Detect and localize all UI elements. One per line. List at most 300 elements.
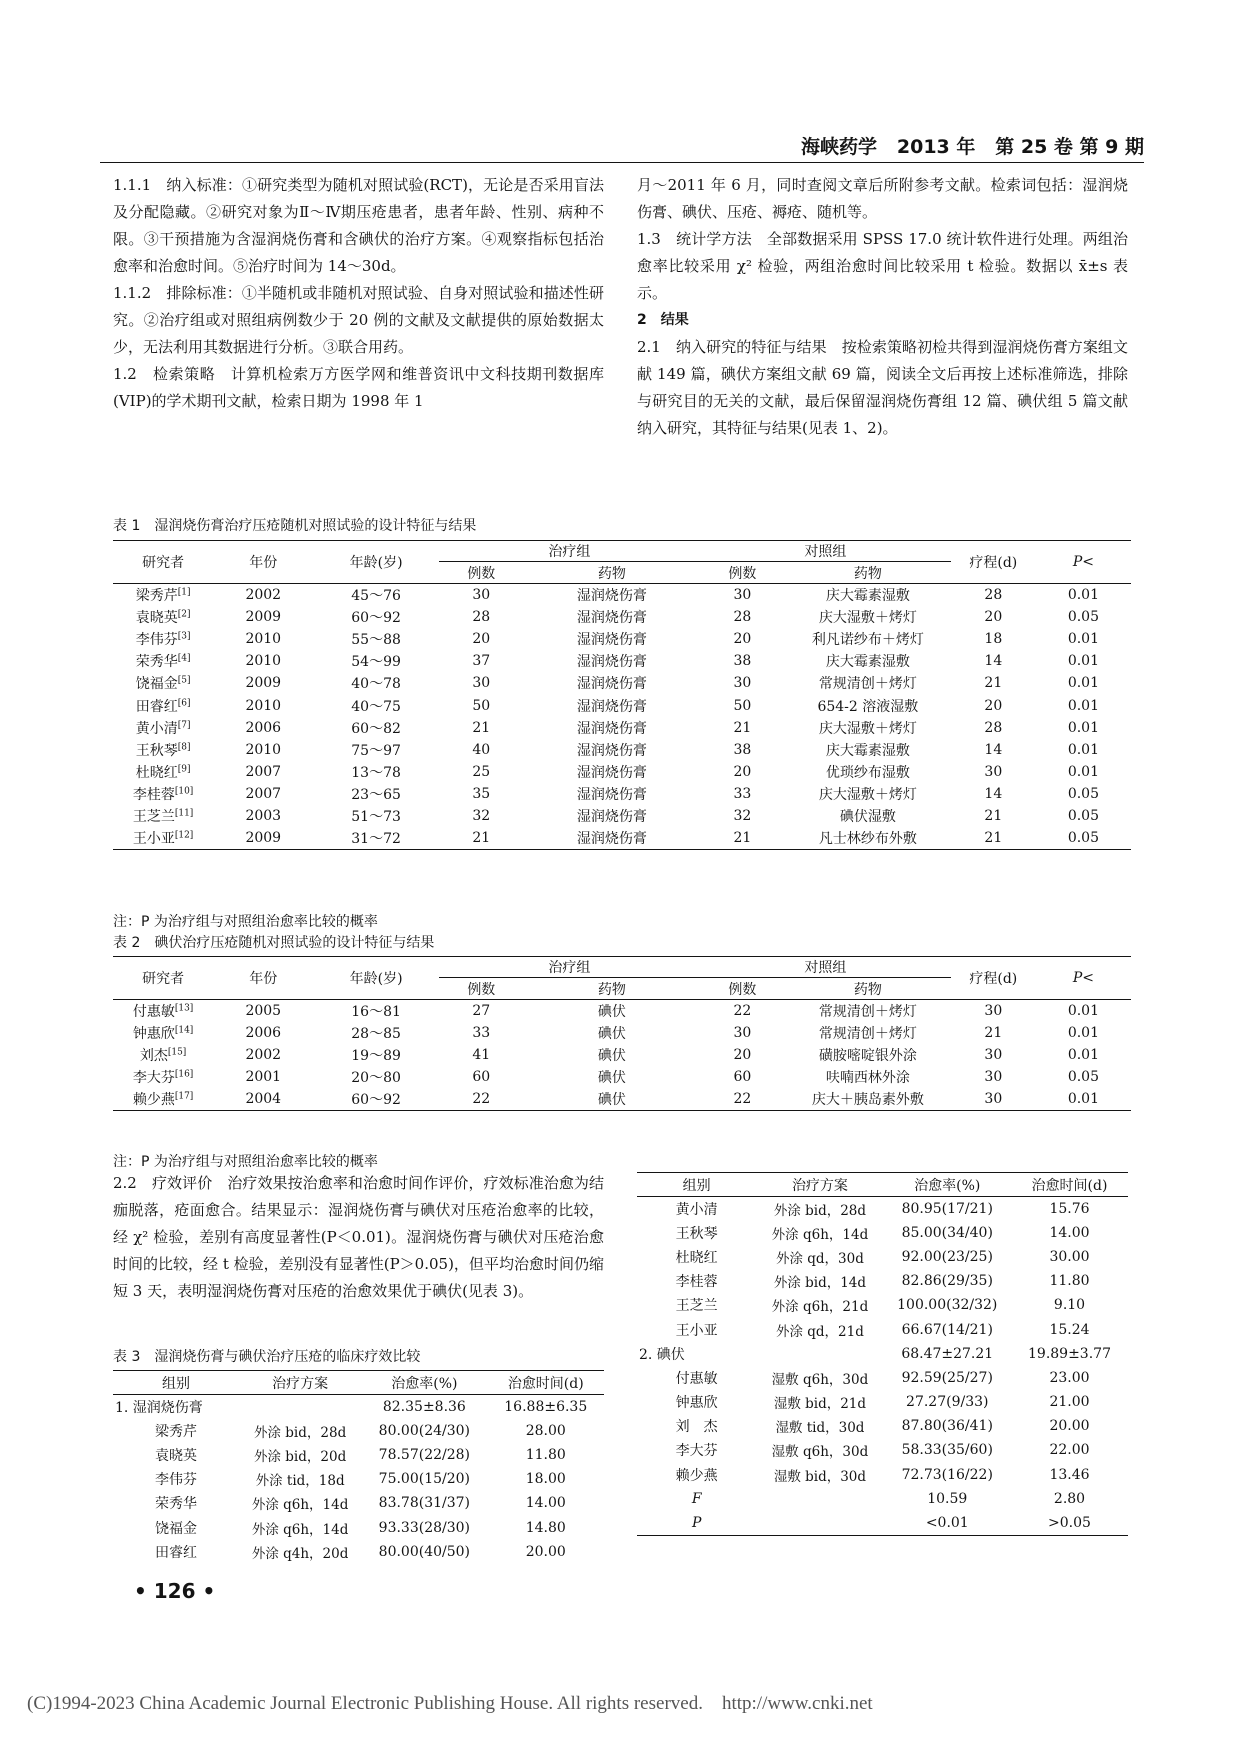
ctrl-cases-cell: 30 — [733, 675, 752, 692]
time-cell: 16.88±6.35 — [504, 1398, 588, 1415]
table-row — [637, 1221, 1128, 1245]
reference-marker: [2] — [177, 609, 191, 620]
plan-cell: 外涂 q6h，14d — [251, 1497, 349, 1514]
course-cell: 21 — [984, 808, 1003, 825]
plan-cell: 外涂 bid，14d — [773, 1275, 867, 1292]
t3l-h-group: 组别 — [162, 1375, 191, 1392]
rate-cell: 58.33(35/60) — [901, 1442, 993, 1459]
para-1-2-cont: 月～2011 年 6 月，同时查阅文章后所附参考文献。检索词包括：湿润烧伤膏、碘伏、压疮、褥疮、随机等。 — [637, 176, 1128, 221]
course-cell: 20 — [984, 608, 1003, 625]
treat-cases-cell: 21 — [472, 719, 491, 736]
ctrl-drug-cell: 庆大湿敷＋烤灯 — [818, 609, 917, 626]
plan-cell: 湿敷 q6h，30d — [771, 1444, 869, 1461]
researcher-cell — [113, 1000, 213, 1022]
researcher-cell — [113, 584, 213, 606]
t2-h-drug2: 药物 — [853, 981, 882, 998]
researcher-cell — [113, 1088, 213, 1110]
t1-h-researcher: 研究者 — [113, 541, 213, 584]
rate-cell: 80.00(40/50) — [378, 1543, 471, 1560]
age-cell: 13～78 — [351, 765, 401, 782]
researcher-name: 田睿红 — [135, 698, 178, 715]
age-cell: 28～85 — [351, 1025, 401, 1042]
rate-cell: 92.59(25/27) — [901, 1369, 993, 1386]
table-row — [637, 1342, 1128, 1366]
rate-cell: 78.57(22/28) — [378, 1446, 471, 1463]
ctrl-drug-cell: 654-2 溶液湿敷 — [817, 698, 919, 715]
plan-cell — [756, 1342, 883, 1366]
plan-cell: 外涂 q6h，14d — [251, 1521, 349, 1538]
group-cell: 赖少燕 — [675, 1467, 718, 1484]
reference-marker: [12] — [174, 830, 194, 841]
researcher-cell — [113, 783, 213, 805]
treat-drug-cell: 湿润烧伤膏 — [576, 720, 647, 737]
t3r-h-group: 组别 — [682, 1177, 711, 1194]
table-row — [113, 1022, 1131, 1044]
year-cell: 2007 — [245, 764, 282, 781]
para-2-2: 2.2 疗效评价 治疗效果按治愈率和治愈时间作评价，疗效标准治愈为结痂脱落，疮面愈合。结果显示：湿润烧伤膏与碘伏对压疮治愈率的比较，经 χ² 检验，差别有高度显著性(P＜0.01)。湿润烧伤膏与碘伏对压疮治愈时间的比较，经 t 检验，差别没有显著性(P＞0.05)，但平均治愈时间仍缩短 3 天，表明湿润烧伤膏对压疮的治愈效果优于碘伏(见表 3)。 — [113, 1174, 604, 1300]
t3l-h-plan: 治疗方案 — [272, 1375, 329, 1392]
table-row — [637, 1317, 1128, 1341]
t1-h-drug2: 药物 — [853, 565, 882, 582]
t2-h-cases1: 例数 — [467, 981, 496, 998]
table-row — [113, 1395, 604, 1419]
time-cell: 13.46 — [1049, 1466, 1090, 1483]
group-cell: 2. 碘伏 — [639, 1346, 685, 1363]
time-cell: 22.00 — [1049, 1442, 1090, 1459]
researcher-cell — [113, 1022, 213, 1044]
group-cell: 李大芬 — [675, 1443, 718, 1460]
researcher-name: 黄小清 — [135, 720, 178, 737]
age-cell: 45～76 — [351, 587, 401, 604]
page-number: • 126 • — [134, 1579, 216, 1603]
age-cell: 40～78 — [351, 676, 401, 693]
time-cell: 14.00 — [525, 1495, 566, 1512]
p-cell: 0.05 — [1067, 608, 1099, 625]
plan-cell — [756, 1487, 883, 1511]
reference-marker: [9] — [177, 764, 191, 775]
researcher-name: 王芝兰 — [132, 809, 175, 826]
course-cell: 21 — [984, 830, 1003, 847]
year-cell: 2004 — [245, 1091, 282, 1108]
treat-drug-cell: 湿润烧伤膏 — [576, 631, 647, 648]
reference-marker: [8] — [177, 742, 191, 753]
rate-cell: 82.35±8.36 — [382, 1398, 466, 1415]
table-row — [113, 1044, 1131, 1066]
researcher-name: 李伟芬 — [135, 631, 178, 648]
age-cell: 20～80 — [351, 1070, 401, 1087]
time-cell: 9.10 — [1053, 1297, 1086, 1314]
group-cell: 1. 湿润烧伤膏 — [115, 1399, 203, 1416]
para-1-3: 1.3 统计学方法 全部数据采用 SPSS 17.0 统计软件进行处理。两组治愈率比较采用 χ² 检验，两组治愈时间比较采用 t 检验。数据以 x̄±s 表示。 — [637, 230, 1128, 302]
time-cell: >0.05 — [1048, 1514, 1091, 1531]
treat-drug-cell: 湿润烧伤膏 — [576, 787, 647, 804]
time-cell: 18.00 — [525, 1471, 566, 1488]
header-rule — [100, 162, 1144, 163]
time-cell: 15.24 — [1049, 1321, 1090, 1338]
table-row — [113, 739, 1131, 761]
researcher-cell — [113, 805, 213, 827]
group-cell: 田睿红 — [155, 1544, 198, 1561]
course-cell: 21 — [984, 675, 1003, 692]
table-row — [113, 1515, 604, 1539]
treat-cases-cell: 22 — [472, 1091, 491, 1108]
t1-h-p: P< — [1036, 541, 1131, 584]
researcher-cell — [113, 672, 213, 694]
reference-marker: [6] — [177, 697, 191, 708]
year-cell: 2009 — [245, 608, 282, 625]
ctrl-cases-cell: 38 — [733, 653, 752, 670]
rate-cell: 80.00(24/30) — [378, 1422, 471, 1439]
researcher-cell — [113, 739, 213, 761]
treat-cases-cell: 20 — [472, 630, 491, 647]
table-row — [113, 1066, 1131, 1088]
ctrl-drug-cell: 呋喃西林外涂 — [825, 1070, 910, 1087]
group-cell: 梁秀芹 — [155, 1423, 198, 1440]
treat-drug-cell: 湿润烧伤膏 — [576, 831, 647, 848]
researcher-cell — [113, 761, 213, 783]
ctrl-drug-cell: 庆大湿敷＋烤灯 — [818, 720, 917, 737]
p-cell: 0.01 — [1067, 1002, 1099, 1019]
journal-name: 海峡药学 — [801, 136, 878, 158]
t1-h-cases2: 例数 — [728, 565, 757, 582]
year-cell: 2002 — [245, 586, 282, 603]
table1 — [113, 540, 1131, 850]
t1-h-year: 年份 — [213, 541, 313, 584]
reference-marker: [5] — [177, 675, 191, 686]
treat-cases-cell: 37 — [472, 653, 491, 670]
researcher-name: 王小亚 — [132, 831, 175, 848]
p-cell: 0.05 — [1067, 830, 1099, 847]
plan-cell: 外涂 q6h，21d — [771, 1299, 869, 1316]
treat-drug-cell: 湿润烧伤膏 — [576, 698, 647, 715]
group-cell: P — [691, 1514, 702, 1531]
time-cell: 19.89±3.77 — [1028, 1345, 1111, 1362]
age-cell: 60～92 — [351, 609, 401, 626]
year-cell: 2006 — [245, 719, 282, 736]
rate-cell: 87.80(36/41) — [901, 1418, 993, 1435]
table-row — [637, 1245, 1128, 1269]
group-cell: 王芝兰 — [675, 1298, 718, 1315]
age-cell: 51～73 — [351, 809, 401, 826]
reference-marker: [10] — [174, 786, 194, 797]
table-row — [113, 672, 1131, 694]
ctrl-drug-cell: 常规清创＋烤灯 — [818, 1025, 917, 1042]
time-cell: 15.76 — [1049, 1200, 1090, 1217]
reference-marker: [11] — [174, 808, 194, 819]
reference-marker: [15] — [167, 1047, 187, 1058]
treat-cases-cell: 35 — [472, 786, 491, 803]
time-cell: 14.80 — [525, 1519, 566, 1536]
year-cell: 2010 — [245, 697, 282, 714]
plan-cell: 湿敷 bid，21d — [773, 1396, 867, 1413]
ctrl-cases-cell: 30 — [733, 1024, 752, 1041]
age-cell: 60～82 — [351, 720, 401, 737]
table-row — [637, 1438, 1128, 1462]
treat-cases-cell: 32 — [472, 808, 491, 825]
p-cell: 0.01 — [1067, 719, 1099, 736]
table-row — [637, 1366, 1128, 1390]
year-cell: 2009 — [245, 830, 282, 847]
ctrl-drug-cell: 碘伏湿敷 — [839, 809, 896, 826]
treat-drug-cell: 湿润烧伤膏 — [576, 742, 647, 759]
ctrl-cases-cell: 21 — [733, 719, 752, 736]
time-cell: 2.80 — [1053, 1490, 1086, 1507]
ctrl-drug-cell: 庆大霉素湿敷 — [825, 654, 910, 671]
p-cell: 0.01 — [1067, 586, 1099, 603]
plan-cell: 外涂 qd，21d — [775, 1323, 864, 1340]
table-row — [637, 1269, 1128, 1293]
group-cell: 荣秀华 — [155, 1496, 198, 1513]
year-cell: 2010 — [245, 653, 282, 670]
treat-cases-cell: 40 — [472, 741, 491, 758]
para-1-2: 1.2 检索策略 计算机检索万方医学网和维普资讯中文科技期刊数据库(VIP)的学术期刊文献，检索日期为 1998 年 1 — [113, 365, 604, 410]
course-cell: 21 — [984, 1024, 1003, 1041]
p-cell: 0.01 — [1067, 741, 1099, 758]
reference-marker: [7] — [177, 720, 191, 731]
rate-cell: 100.00(32/32) — [897, 1297, 998, 1314]
p-cell: 0.05 — [1067, 786, 1099, 803]
table-row — [113, 805, 1131, 827]
table-row — [113, 1419, 604, 1443]
year-cell: 2003 — [245, 808, 282, 825]
section-2-title: 2 结果 — [637, 312, 689, 328]
time-cell: 20.00 — [1049, 1418, 1090, 1435]
year-cell: 2006 — [245, 1024, 282, 1041]
rate-cell: 80.95(17/21) — [901, 1200, 993, 1217]
treat-drug-cell: 湿润烧伤膏 — [576, 654, 647, 671]
year-cell: 2010 — [245, 630, 282, 647]
age-cell: 16～81 — [351, 1003, 401, 1020]
treat-drug-cell: 湿润烧伤膏 — [576, 765, 647, 782]
rate-cell: 10.59 — [927, 1490, 968, 1507]
table-row — [637, 1511, 1128, 1535]
treat-drug-cell: 碘伏 — [597, 1047, 626, 1064]
course-cell: 14 — [984, 741, 1003, 758]
researcher-cell — [113, 717, 213, 739]
ctrl-cases-cell: 22 — [733, 1002, 752, 1019]
treat-cases-cell: 27 — [472, 1002, 491, 1019]
researcher-name: 赖少燕 — [132, 1092, 175, 1109]
researcher-name: 袁晓英 — [135, 609, 178, 626]
age-cell: 31～72 — [351, 831, 401, 848]
group-cell: 付惠敏 — [675, 1370, 718, 1387]
journal-year: 2013 年 — [896, 136, 976, 158]
ctrl-cases-cell: 32 — [733, 808, 752, 825]
t2-h-year: 年份 — [213, 957, 313, 1000]
group-cell: 李伟芬 — [155, 1472, 198, 1489]
reference-marker: [17] — [174, 1091, 194, 1102]
treat-cases-cell: 21 — [472, 830, 491, 847]
table-row — [113, 628, 1131, 650]
p-cell: 0.01 — [1067, 675, 1099, 692]
t1-h-age: 年龄(岁) — [313, 541, 438, 584]
year-cell: 2009 — [245, 675, 282, 692]
year-cell: 2007 — [245, 786, 282, 803]
t1-h-course: 疗程(d) — [951, 541, 1036, 584]
rate-cell: 75.00(15/20) — [378, 1471, 471, 1488]
course-cell: 30 — [984, 1069, 1003, 1086]
treat-drug-cell: 碘伏 — [597, 1092, 626, 1109]
plan-cell: 外涂 bid，20d — [254, 1448, 347, 1465]
ctrl-cases-cell: 38 — [733, 741, 752, 758]
table-row — [113, 717, 1131, 739]
table-row — [113, 1491, 604, 1515]
t1-h-drug1: 药物 — [597, 565, 626, 582]
p-cell: 0.01 — [1067, 653, 1099, 670]
right-column — [637, 172, 1128, 442]
researcher-name: 荣秀华 — [135, 654, 178, 671]
rate-cell: 27.27(9/33) — [906, 1394, 989, 1411]
researcher-cell — [113, 1066, 213, 1088]
rate-cell: <0.01 — [925, 1514, 969, 1531]
table-row — [113, 783, 1131, 805]
ctrl-cases-cell: 60 — [733, 1069, 752, 1086]
researcher-name: 饶福金 — [135, 676, 178, 693]
rate-cell: 83.78(31/37) — [378, 1495, 471, 1512]
group-cell: 袁晓英 — [155, 1447, 198, 1464]
para-2-1: 2.1 纳入研究的特征与结果 按检索策略初检共得到湿润烧伤膏方案组文献 149 篇，碘伏方案组文献 69 篇，阅读全文后再按上述标准筛选，排除与研究目的无关的文献，最后保留湿润烧伤膏组 12 篇、碘伏组 5 篇文献纳入研究，其特征与结果(见表 1、2)。 — [637, 338, 1128, 437]
researcher-name: 付惠敏 — [132, 1003, 175, 1020]
plan-cell: 外涂 bid，28d — [773, 1202, 867, 1219]
p-cell: 0.05 — [1067, 1069, 1099, 1086]
researcher-cell — [113, 694, 213, 716]
year-cell: 2002 — [245, 1046, 282, 1063]
age-cell: 60～92 — [351, 1092, 401, 1109]
age-cell: 55～88 — [351, 631, 401, 648]
table-row — [637, 1487, 1128, 1511]
t1-h-treat: 治疗组 — [439, 541, 700, 562]
table-row — [113, 828, 1131, 850]
group-cell: 黄小清 — [675, 1201, 718, 1218]
treat-cases-cell: 50 — [472, 697, 491, 714]
plan-cell: 外涂 q4h，20d — [251, 1545, 349, 1562]
course-cell: 30 — [984, 1091, 1003, 1108]
plan-cell: 湿敷 tid，30d — [775, 1420, 865, 1437]
researcher-name: 王秋琴 — [135, 742, 178, 759]
researcher-name: 钟惠欣 — [132, 1025, 175, 1042]
time-cell: 21.00 — [1049, 1394, 1090, 1411]
table-row — [113, 650, 1131, 672]
time-cell: 11.80 — [1049, 1273, 1090, 1290]
rate-cell: 72.73(16/22) — [901, 1466, 993, 1483]
t2-h-drug1: 药物 — [597, 981, 626, 998]
year-cell: 2001 — [245, 1069, 282, 1086]
group-cell: 李桂蓉 — [675, 1274, 718, 1291]
age-cell: 19～89 — [351, 1047, 401, 1064]
para-1-1-2: 1.1.2 排除标准：①半随机或非随机对照试验、自身对照试验和描述性研究。②治疗组或对照组病例数少于 20 例的文献及文献提供的原始数据太少，无法利用其数据进行分析。③联合用药。 — [113, 284, 604, 356]
table2-caption: 表 2 碘伏治疗压疮随机对照试验的设计特征与结果 — [113, 935, 435, 951]
ctrl-cases-cell: 21 — [733, 830, 752, 847]
researcher-cell — [113, 606, 213, 628]
ctrl-drug-cell: 庆大霉素湿敷 — [825, 587, 910, 604]
running-header — [801, 132, 1144, 159]
table-row — [113, 606, 1131, 628]
group-cell: 王小亚 — [675, 1322, 718, 1339]
year-cell: 2005 — [245, 1002, 282, 1019]
age-cell: 75～97 — [351, 742, 401, 759]
treat-cases-cell: 28 — [472, 608, 491, 625]
journal-volume: 第 25 卷 第 9 期 — [995, 136, 1144, 158]
p-cell: 0.01 — [1067, 630, 1099, 647]
course-cell: 18 — [984, 630, 1003, 647]
treat-drug-cell: 湿润烧伤膏 — [576, 676, 647, 693]
table3-caption: 表 3 湿润烧伤膏与碘伏治疗压疮的临床疗效比较 — [113, 1349, 421, 1365]
p-cell: 0.01 — [1067, 1024, 1099, 1041]
t3l-h-time: 治愈时间(d) — [507, 1375, 584, 1392]
table-row — [637, 1293, 1128, 1317]
researcher-name: 刘杰 — [139, 1047, 168, 1064]
t3r-h-rate: 治愈率(%) — [914, 1177, 981, 1194]
treat-drug-cell: 碘伏 — [597, 1003, 626, 1020]
ctrl-drug-cell: 庆大湿敷＋烤灯 — [818, 787, 917, 804]
age-cell: 40～75 — [351, 698, 401, 715]
ctrl-drug-cell: 磺胺嘧啶银外涂 — [818, 1047, 917, 1064]
reference-marker: [1] — [177, 587, 191, 598]
table-row — [637, 1463, 1128, 1487]
ctrl-cases-cell: 30 — [733, 586, 752, 603]
rate-cell: 85.00(34/40) — [901, 1224, 993, 1241]
time-cell: 23.00 — [1049, 1369, 1090, 1386]
ctrl-drug-cell: 利凡诺纱布＋烤灯 — [811, 631, 924, 648]
group-cell: 饶福金 — [155, 1520, 198, 1537]
plan-cell: 湿敷 bid，30d — [773, 1468, 867, 1485]
t2-h-cases2: 例数 — [728, 981, 757, 998]
course-cell: 30 — [984, 1002, 1003, 1019]
rate-cell: 92.00(23/25) — [901, 1248, 993, 1265]
age-cell: 23～65 — [351, 787, 401, 804]
p-cell: 0.01 — [1067, 764, 1099, 781]
course-cell: 28 — [984, 719, 1003, 736]
treat-drug-cell: 碘伏 — [597, 1070, 626, 1087]
table-row — [637, 1197, 1128, 1221]
table-row — [113, 1467, 604, 1491]
group-cell: 杜晓红 — [675, 1249, 718, 1266]
table2 — [113, 956, 1131, 1111]
treat-cases-cell: 30 — [472, 586, 491, 603]
treat-drug-cell: 湿润烧伤膏 — [576, 587, 647, 604]
t3r-h-plan: 治疗方案 — [791, 1177, 848, 1194]
left-column — [113, 172, 604, 415]
time-cell: 30.00 — [1049, 1248, 1090, 1265]
t2-h-researcher: 研究者 — [113, 957, 213, 1000]
rate-cell: 68.47±27.21 — [901, 1345, 994, 1362]
p-cell: 0.01 — [1067, 1046, 1099, 1063]
reference-marker: [13] — [174, 1003, 194, 1014]
course-cell: 30 — [984, 764, 1003, 781]
table-row — [113, 694, 1131, 716]
table2-note: 注：P 为治疗组与对照组治愈率比较的概率 — [113, 1154, 378, 1170]
treat-drug-cell: 碘伏 — [597, 1025, 626, 1042]
group-cell: 王秋琴 — [675, 1225, 718, 1242]
table-row — [113, 584, 1131, 606]
plan-cell: 外涂 q6h，14d — [771, 1226, 869, 1243]
reference-marker: [14] — [174, 1025, 194, 1036]
t3l-h-rate: 治愈率(%) — [391, 1375, 458, 1392]
rate-cell: 93.33(28/30) — [378, 1519, 471, 1536]
t1-h-cases1: 例数 — [467, 565, 496, 582]
para-1-1-1: 1.1.1 纳入标准：①研究类型为随机对照试验(RCT)，无论是否采用盲法及分配隐藏。②研究对象为Ⅱ～Ⅳ期压疮患者，患者年龄、性别、病种不限。③干预措施为含湿润烧伤膏和含碘伏的治疗方案。④观察指标包括治愈率和治愈时间。⑤治疗时间为 14～30d。 — [113, 176, 604, 275]
group-cell: 刘 杰 — [675, 1419, 718, 1436]
plan-cell — [239, 1395, 361, 1419]
researcher-name: 杜晓红 — [135, 765, 178, 782]
treat-cases-cell: 25 — [472, 764, 491, 781]
researcher-cell — [113, 650, 213, 672]
ctrl-drug-cell: 优琐纱布湿敷 — [825, 765, 910, 782]
p-cell: 0.01 — [1067, 697, 1099, 714]
table1-caption: 表 1 湿润烧伤膏治疗压疮随机对照试验的设计特征与结果 — [113, 518, 477, 534]
course-cell: 14 — [984, 653, 1003, 670]
age-cell: 54～99 — [351, 654, 401, 671]
